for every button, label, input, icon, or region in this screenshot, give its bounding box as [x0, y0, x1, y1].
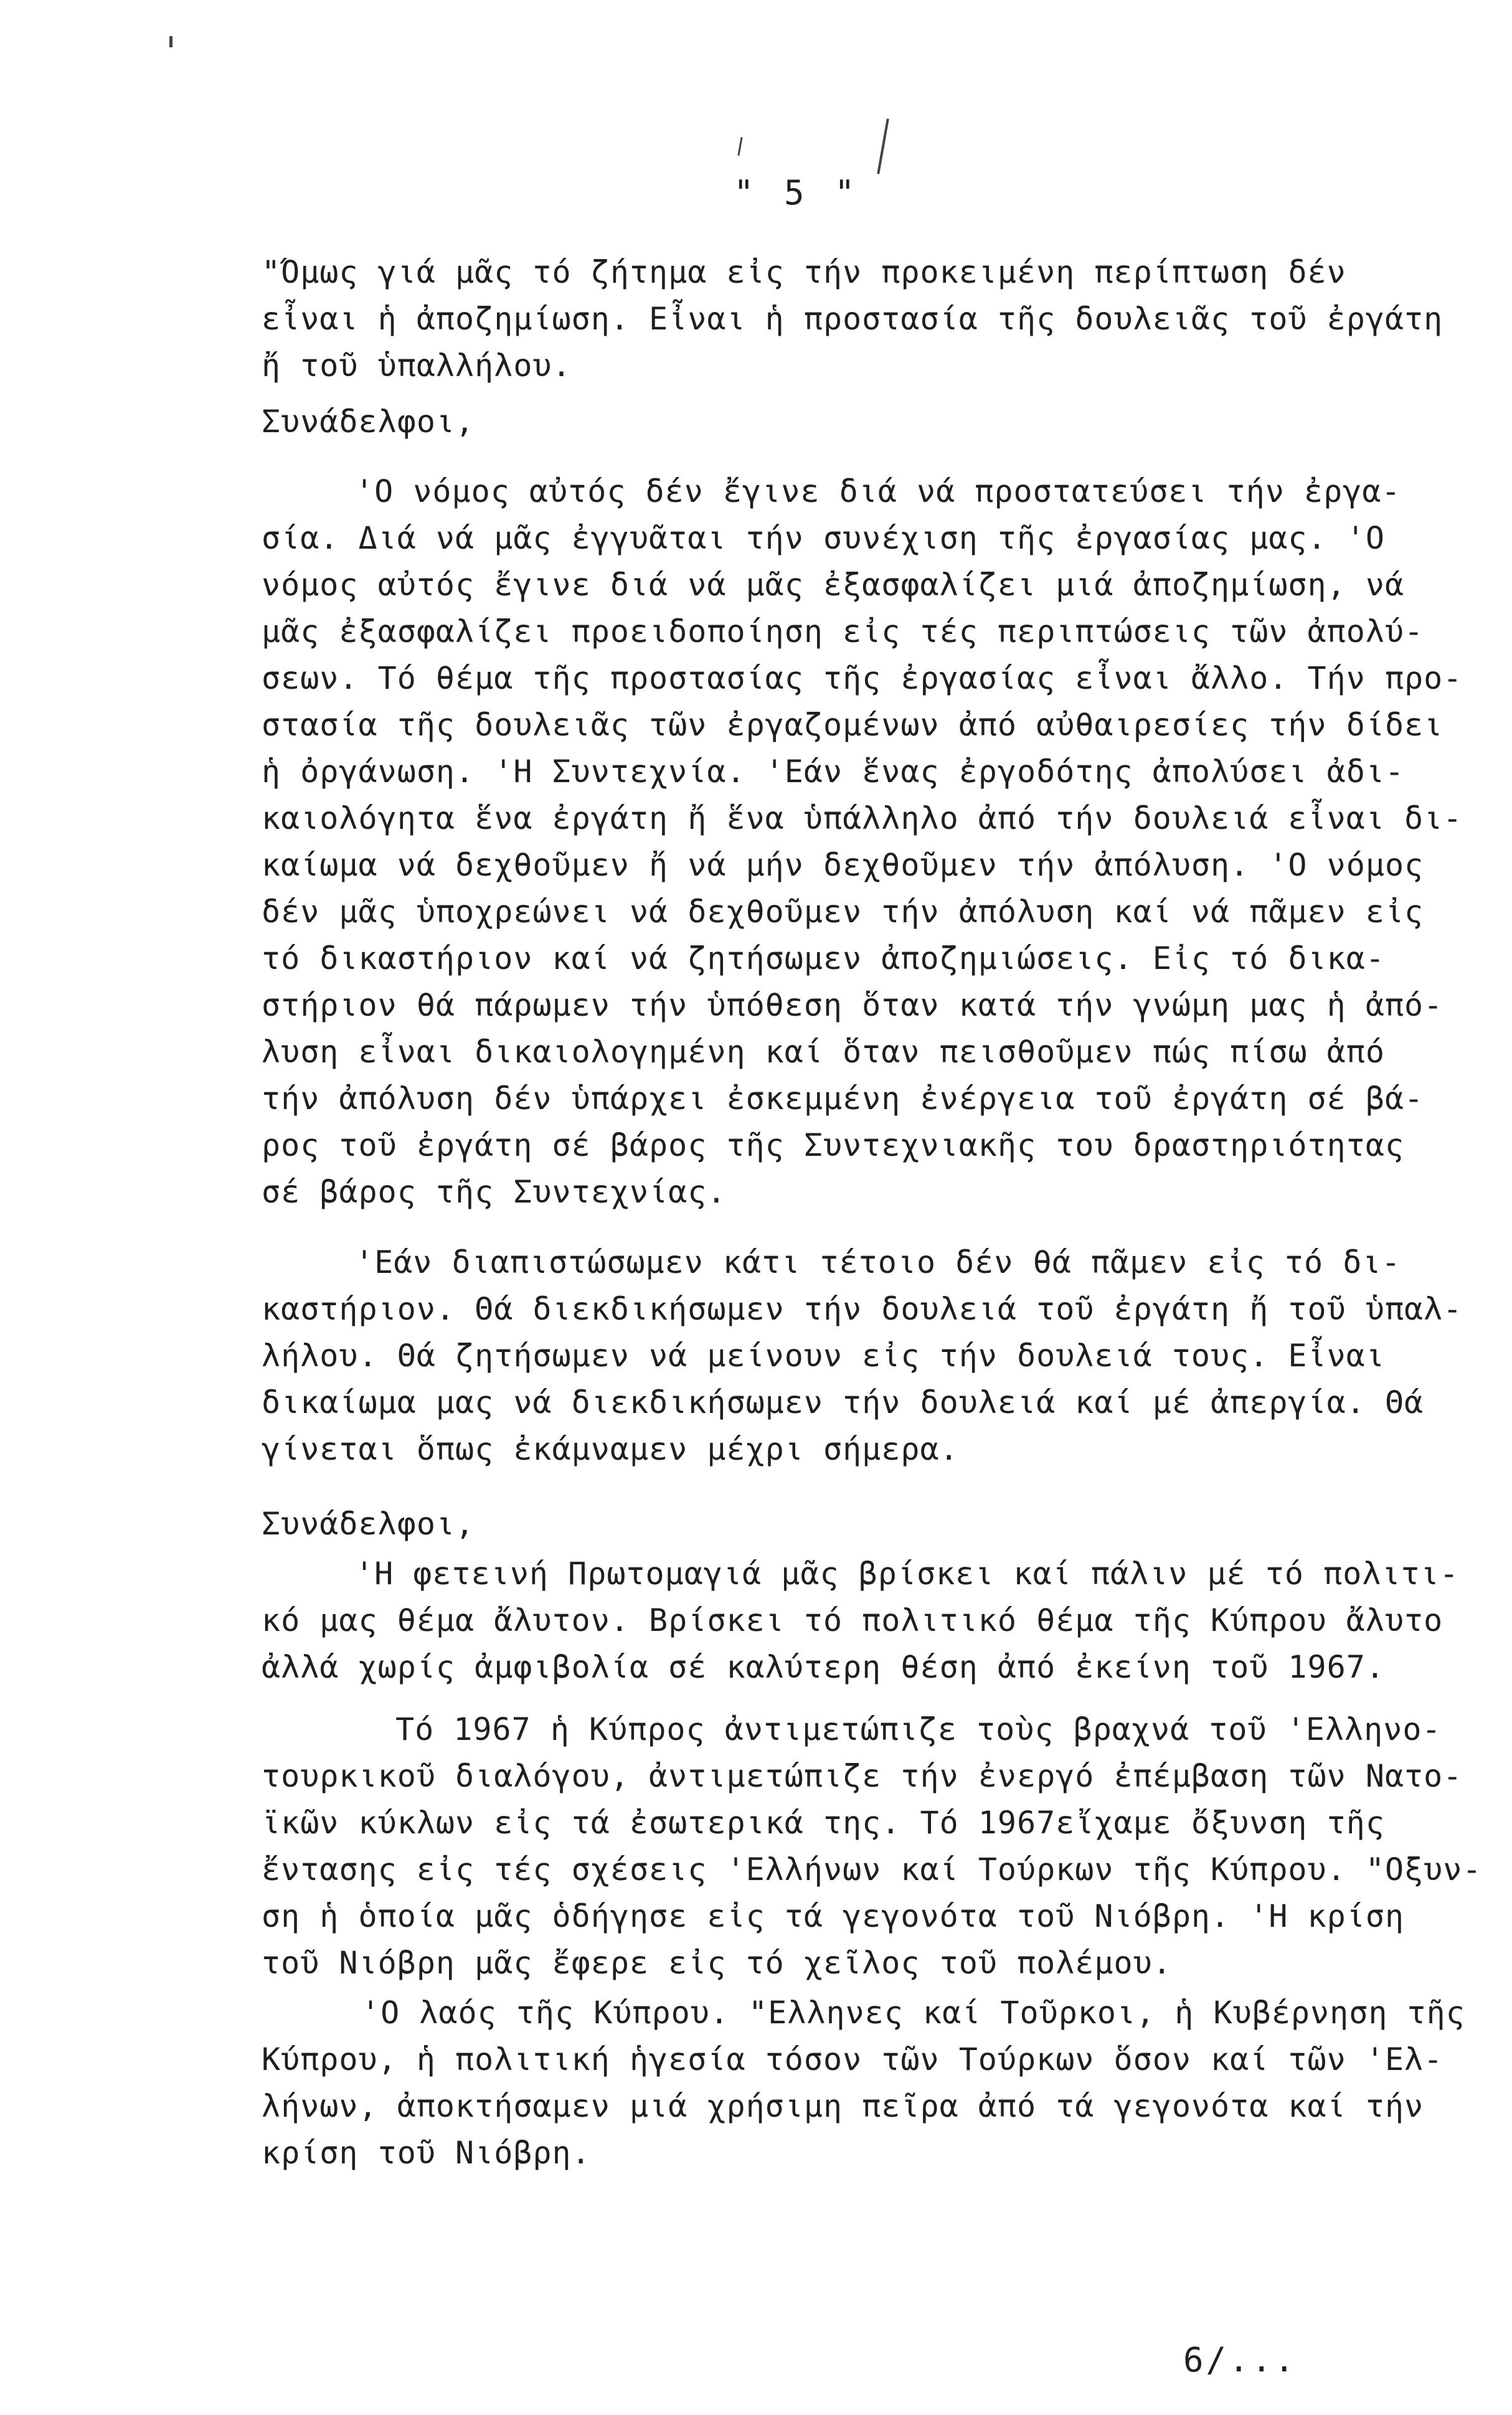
text-line: 'Η φετεινή Πρωτομαγιά μᾶς βρίσκει καί πάλιν μέ τό πολιτι- [355, 1556, 1459, 1592]
text-line: 'Εάν διαπιστώσωμεν κάτι τέτοιο δέν θά πᾶμεν εἰς τό δι- [355, 1244, 1401, 1280]
text-line: Τό 1967 ἡ Κύπρος ἀντιμετώπιζε τοὺς βραχνά τοῦ 'Ελληνο- [395, 1711, 1442, 1747]
text-line: δέν μᾶς ὑποχρεώνει νά δεχθοῦμεν τήν ἀπόλυση καί νά πᾶμεν εἰς [262, 894, 1424, 930]
text-line: στασία τῆς δουλειᾶς τῶν ἐργαζομένων ἀπό αὐθαιρεσίες τήν δίδει [262, 707, 1443, 743]
paragraph-4 [262, 1551, 1459, 1691]
text-line: δικαίωμα μας νά διεκδικήσωμεν τήν δουλειά καί μέ ἀπεργία. Θά [262, 1384, 1424, 1420]
text-line: ϊκῶν κύκλων εἰς τά ἐσωτερικά της. Τό 1967εἴχαμε ὄξυνση τῆς [262, 1805, 1385, 1841]
text-line: ἡ ὀργάνωση. 'Η Συντεχνία. 'Εάν ἕνας ἐργοδότης ἀπολύσει ἀδι- [262, 754, 1405, 790]
text-line: στήριον θά πάρωμεν τήν ὑπόθεση ὅταν κατά τήν γνώμη μας ἡ ἀπό- [262, 987, 1443, 1023]
text-line: ἔντασης εἰς τές σχέσεις 'Ελλήνων καί Τούρκων τῆς Κύπρου. "Οξυν- [262, 1851, 1482, 1888]
salutation-1 [262, 399, 1445, 445]
text-line: μᾶς ἐξασφαλίζει προειδοποίηση εἰς τές περιπτώσεις τῶν ἀπολύ- [262, 613, 1424, 650]
text-line: λήλου. Θά ζητήσωμεν νά μείνουν εἰς τήν δουλειά τους. Εἶναι [262, 1338, 1385, 1374]
text-line: 'Ο νόμος αὐτός δέν ἔγινε διά νά προστατεύσει τήν ἐργα- [355, 473, 1401, 509]
text-line: ἤ τοῦ ὑπαλλήλου. [262, 347, 572, 384]
text-line: καστήριον. Θά διεκδικήσωμεν τήν δουλειά τοῦ ἐργάτη ἤ τοῦ ὑπαλ- [262, 1291, 1463, 1327]
text-line: εἶναι ἡ ἀποζημίωση. Εἶναι ἡ προστασία τῆς δουλειᾶς τοῦ ἐργάτη [262, 301, 1443, 337]
page-number: " 5 " [734, 173, 860, 212]
text-line: κρίση τοῦ Νιόβρη. [262, 2135, 591, 2171]
text-line: σία. Διά νά μᾶς ἐγγυᾶται τήν συνέχιση τῆς ἐργασίας μας. 'Ο [262, 520, 1385, 556]
paragraph-5 [262, 1706, 1482, 1987]
text-line: ση ἡ ὁποία μᾶς ὁδήγησε εἰς τά γεγονότα τοῦ Νιόβρη. 'Η κρίση [262, 1898, 1405, 1934]
text-line: κό μας θέμα ἄλυτον. Βρίσκει τό πολιτικό θέμα τῆς Κύπρου ἄλυτο [262, 1602, 1443, 1638]
text-line: τήν ἀπόλυση δέν ὑπάρχει ἐσκεμμένη ἐνέργεια τοῦ ἐργάτη σέ βά- [262, 1080, 1424, 1117]
stray-mark-2 [877, 118, 889, 174]
paragraph-6 [262, 1990, 1465, 2176]
salutation-2 [262, 1501, 1445, 1548]
stray-mark-1 [169, 36, 172, 47]
paragraph-1 [262, 249, 1445, 389]
continuation-marker: 6/... [1183, 2340, 1297, 2380]
paragraph-3 [262, 1239, 1463, 1473]
text-line: καίωμα νά δεχθοῦμεν ἤ νά μήν δεχθοῦμεν τήν ἀπόλυση. 'Ο νόμος [262, 847, 1424, 883]
text-line: τοῦ Νιόβρη μᾶς ἔφερε εἰς τό χεῖλος τοῦ πολέμου. [262, 1945, 1172, 1981]
text-line: ρος τοῦ ἐργάτη σέ βάρος τῆς Συντεχνιακῆς του δραστηριότητας [262, 1127, 1405, 1163]
text-line: 'Ο λαός τῆς Κύπρου. "Ελληνες καί Τοῦρκοι, ἡ Κυβέρνηση τῆς [361, 1995, 1465, 2031]
text-line: σέ βάρος τῆς Συντεχνίας. [262, 1174, 727, 1210]
salutation: Συνάδελφοι, [262, 404, 475, 440]
text-line: λυση εἶναι δικαιολογημένη καί ὅταν πεισθοῦμεν πώς πίσω ἀπό [262, 1034, 1385, 1070]
paragraph-2 [262, 468, 1463, 1216]
text-line: Κύπρου, ἡ πολιτική ἡγεσία τόσον τῶν Τούρκων ὅσον καί τῶν 'Ελ- [262, 2041, 1443, 2077]
text-line: λήνων, ἀποκτήσαμεν μιά χρήσιμη πεῖρα ἀπό τά γεγονότα καί τήν [262, 2088, 1424, 2124]
text-line: γίνεται ὅπως ἐκάμναμεν μέχρι σήμερα. [262, 1431, 959, 1467]
text-line: ἀλλά χωρίς ἀμφιβολία σέ καλύτερη θέση ἀπό ἐκείνη τοῦ 1967. [262, 1649, 1385, 1685]
stray-mark-3 [737, 137, 742, 156]
text-line: νόμος αὐτός ἔγινε διά νά μᾶς ἐξασφαλίζει μιά ἀποζημίωση, νά [262, 567, 1405, 603]
text-line: καιολόγητα ἕνα ἐργάτη ἤ ἕνα ὑπάλληλο ἀπό τήν δουλειά εἶναι δι- [262, 800, 1463, 836]
text-line: τό δικαστήριον καί νά ζητήσωμεν ἀποζημιώσεις. Εἰς τό δικα- [262, 940, 1385, 976]
text-line: "Όμως γιά μᾶς τό ζήτημα εἰς τήν προκειμένη περίπτωση δέν [262, 254, 1346, 290]
salutation: Συνάδελφοι, [262, 1506, 475, 1542]
text-line: σεων. Τό θέμα τῆς προστασίας τῆς ἐργασίας εἶναι ἄλλο. Τήν προ- [262, 660, 1463, 696]
text-line: τουρκικοῦ διαλόγου, ἀντιμετώπιζε τήν ἐνεργό ἐπέμβαση τῶν Νατο- [262, 1758, 1463, 1794]
